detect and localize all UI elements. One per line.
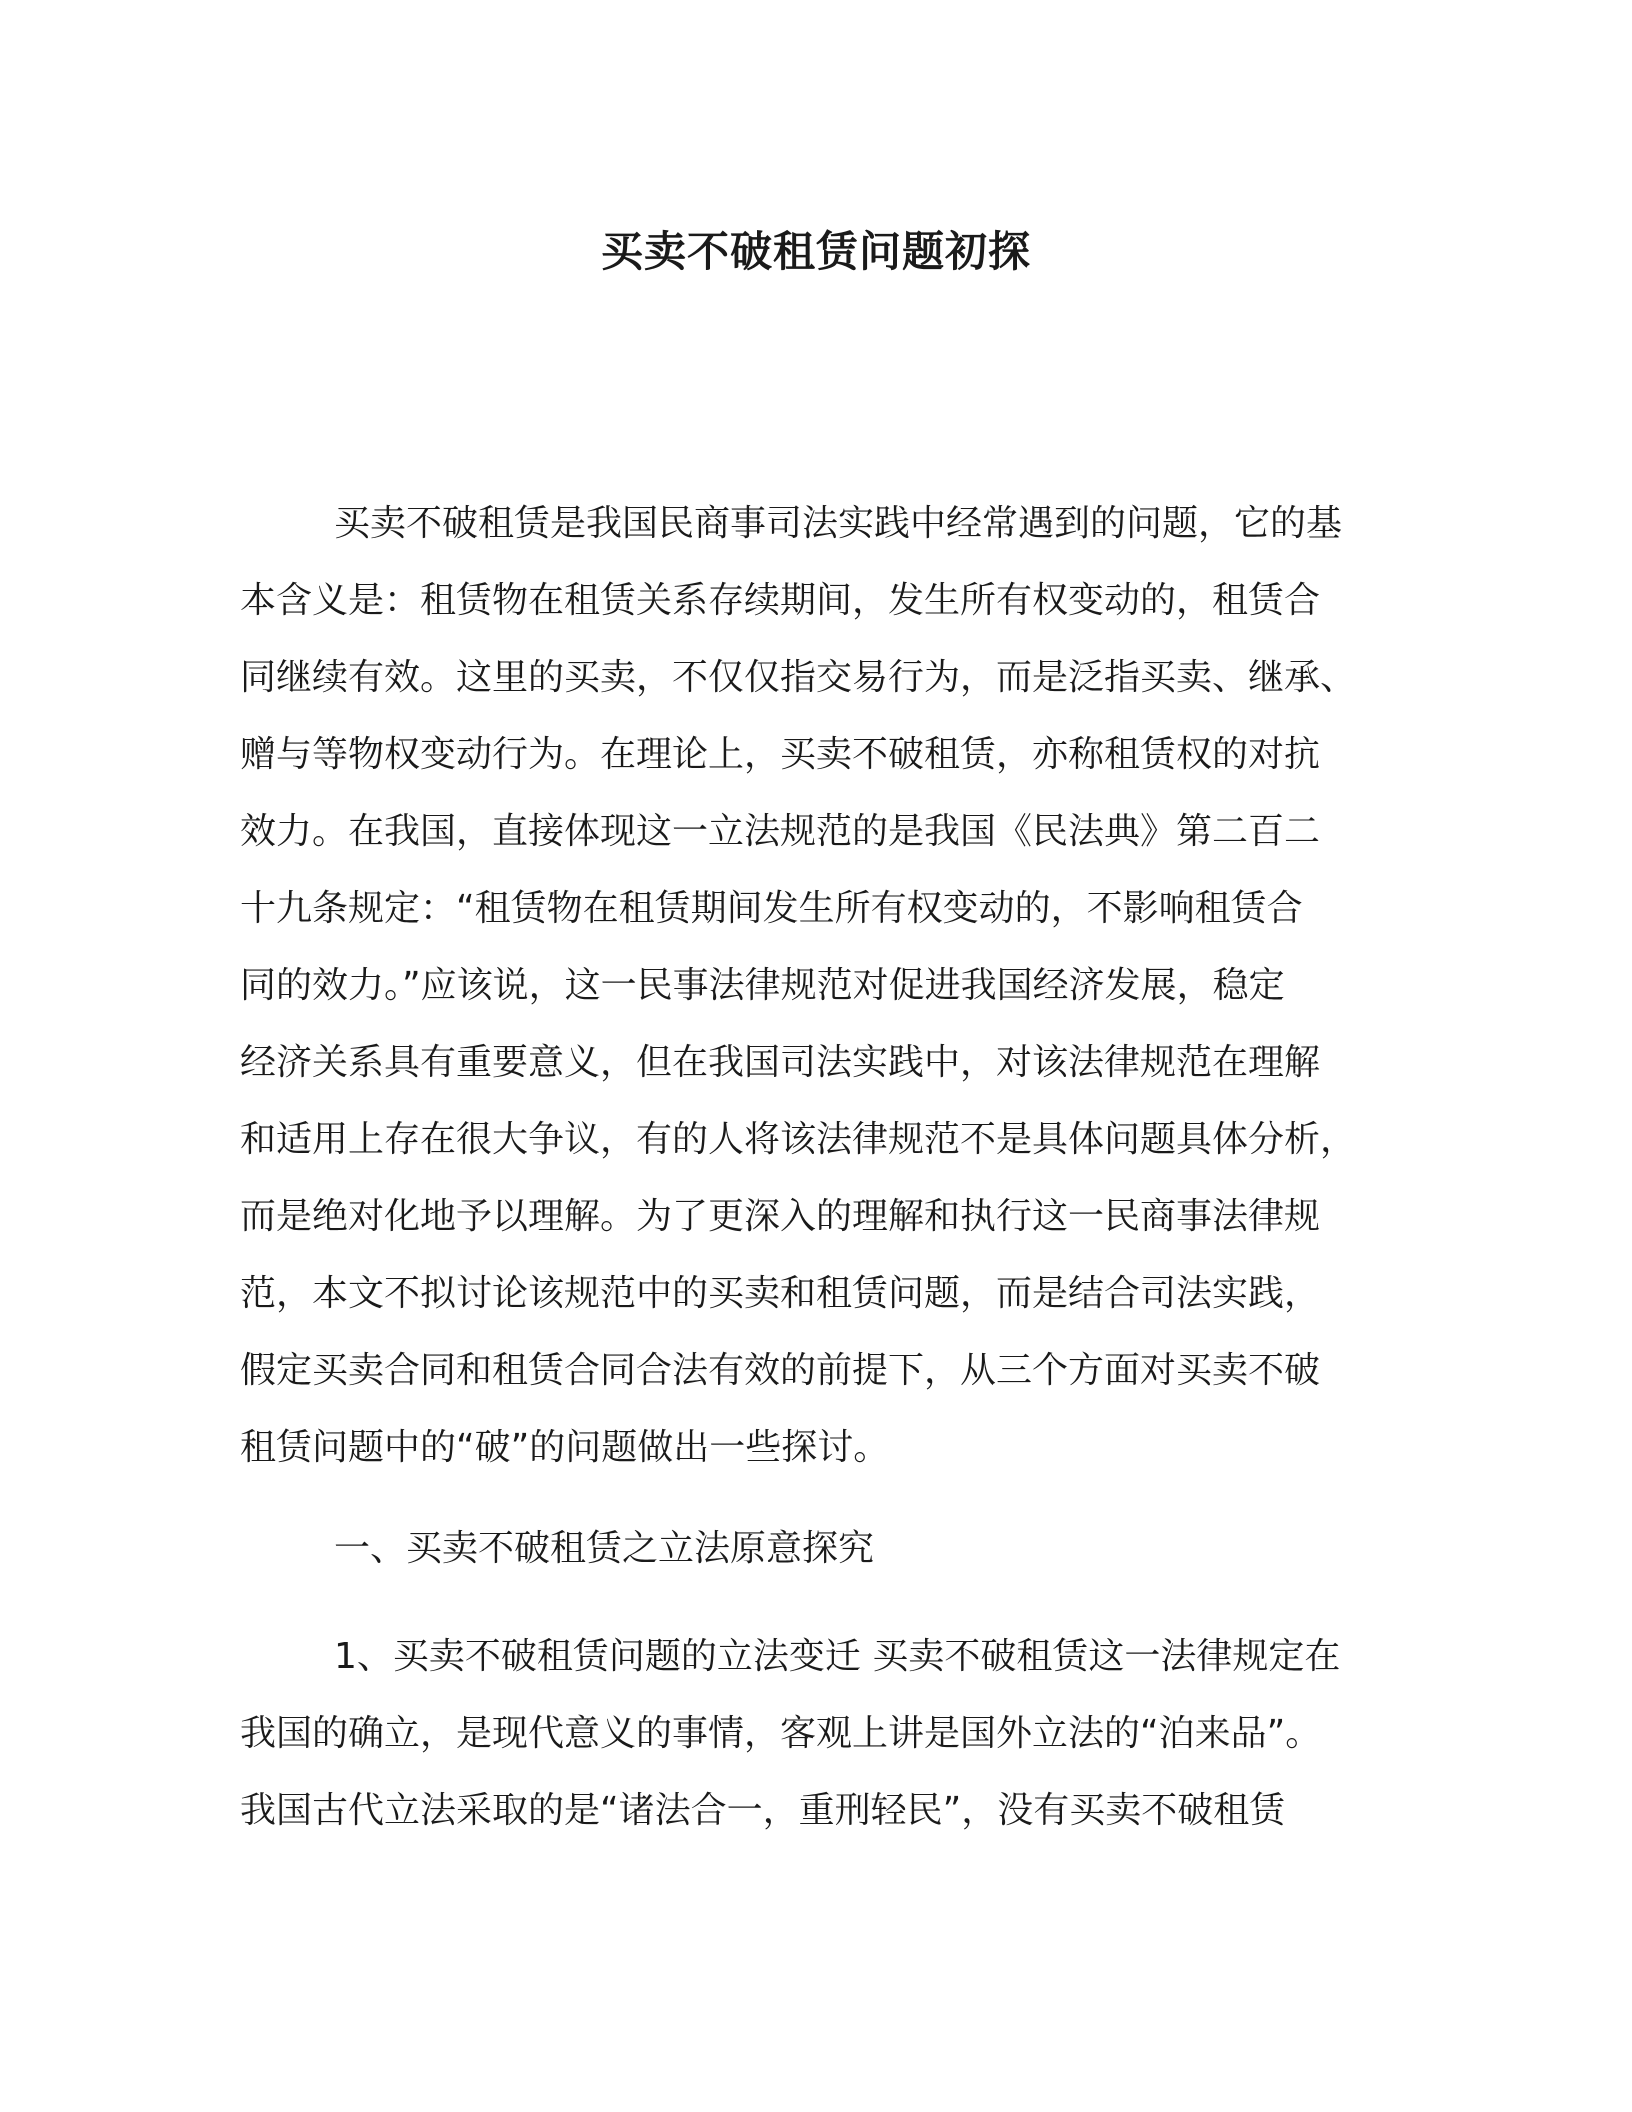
- paragraph-line: 买卖不破租赁是我国民商事司法实践中经常遇到的问题，它的基: [334, 503, 1343, 544]
- paragraph-line: 效力。在我国，直接体现这一立法规范的是我国《民法典》第二百二: [240, 811, 1321, 852]
- paragraph-line: 1、买卖不破租赁问题的立法变迁 买卖不破租赁这一法律规定在: [334, 1636, 1341, 1677]
- paragraph-line: 假定买卖合同和租赁合同合法有效的前提下，从三个方面对买卖不破: [240, 1350, 1321, 1391]
- paragraph-line: 十九条规定：“租赁物在租赁期间发生所有权变动的，不影响租赁合: [240, 888, 1303, 929]
- paragraph-line: 经济关系具有重要意义，但在我国司法实践中，对该法律规范在理解: [240, 1042, 1321, 1083]
- intro-paragraph: [240, 485, 1390, 1486]
- document-title: 买卖不破租赁问题初探: [600, 227, 1031, 276]
- paragraph-line: 本含义是：租赁物在租赁关系存续期间，发生所有权变动的，租赁合: [240, 580, 1321, 621]
- paragraph-line: 我国古代立法采取的是“诸法合一，重刑轻民”，没有买卖不破租赁: [240, 1790, 1286, 1831]
- section-heading: [240, 1510, 1390, 1587]
- paragraph-line: 而是绝对化地予以理解。为了更深入的理解和执行这一民商事法律规: [240, 1196, 1321, 1237]
- paragraph-line: 范，本文不拟讨论该规范中的买卖和租赁问题，而是结合司法实践，: [240, 1273, 1321, 1314]
- section-paragraph: [240, 1618, 1390, 1849]
- paragraph-line: 同继续有效。这里的买卖，不仅仅指交易行为，而是泛指买卖、继承、: [240, 657, 1357, 698]
- section-heading-text: 一、买卖不破租赁之立法原意探究: [334, 1528, 875, 1569]
- paragraph-line: 同的效力。”应该说，这一民事法律规范对促进我国经济发展，稳定: [240, 965, 1285, 1006]
- paragraph-line: 我国的确立，是现代意义的事情，客观上讲是国外立法的“泊来品”。: [240, 1713, 1322, 1754]
- paragraph-line: 赠与等物权变动行为。在理论上，买卖不破租赁，亦称租赁权的对抗: [240, 734, 1321, 775]
- paragraph-line: 和适用上存在很大争议，有的人将该法律规范不是具体问题具体分析，: [240, 1119, 1357, 1160]
- paragraph-line: 租赁问题中的“破”的问题做出一些探讨。: [240, 1427, 890, 1468]
